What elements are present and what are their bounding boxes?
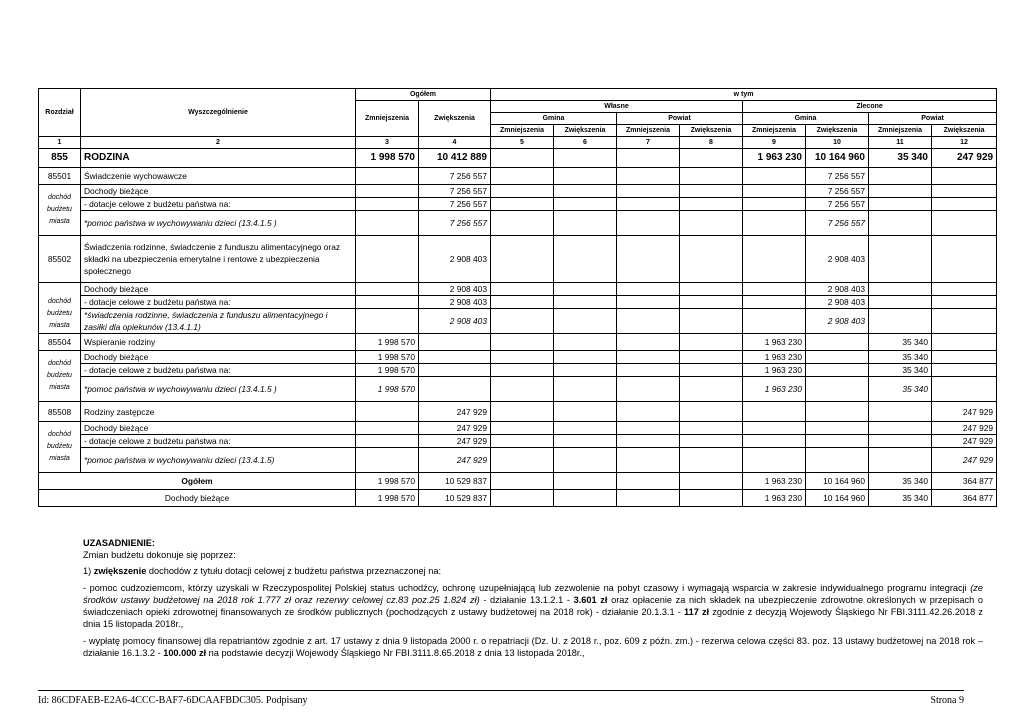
row-name: - dotacje celowe z budżetu państwa na: [81, 435, 356, 448]
cell-value: 1 963 230 [743, 473, 806, 490]
justification-paragraph-repatriates: - wypłatę pomocy finansowej dla repatriantów zgodnie z art. 17 ustawy z dnia 9 listopada 2000 r. o repatriacji (Dz. U. z 2018 r., poz. 609 z późn. zm.) - rezerwa celowa części 83. poz. 13 ustawy budżetowej na 2018 rok – działanie 16.1.3.2 - 100.000 zł na podstawie decyzji Wojewody Śląskiego Nr FBI.3111.8.65.2018 z dnia 13 listopada 2018r., [83, 636, 983, 658]
header-ogolem-zwiekszenia: Zwiększenia [419, 101, 491, 137]
cell-value: 1 963 230 [743, 490, 806, 507]
cell-value: 1 998 570 [356, 490, 419, 507]
cell-value: 2 908 403 [806, 283, 869, 296]
justification-title: UZASADNIENIE: [83, 538, 155, 548]
row-name: - dotacje celowe z budżetu państwa na: [81, 296, 356, 309]
table-row [39, 236, 997, 283]
row-name: Dochody bieżące [81, 422, 356, 435]
footer-divider [38, 690, 964, 691]
cell-value: 35 340 [869, 351, 932, 364]
cell-value: 35 340 [869, 149, 932, 168]
row-name: Dochody bieżące [81, 185, 356, 198]
table-row [39, 168, 997, 185]
cell-value: 247 929 [932, 149, 997, 168]
header-wlasne-powiat: Powiat [617, 113, 743, 125]
cell-value: 10 164 960 [806, 149, 869, 168]
col-number: 5 [491, 137, 554, 149]
table-row [39, 422, 997, 435]
cell-value: 364 877 [932, 473, 997, 490]
header-zmniejszenia: Zmniejszenia [491, 125, 554, 137]
row-name: *pomoc państwa w wychowywaniu dzieci (13.4.1.5 ) [81, 377, 356, 402]
cell-value: 2 908 403 [419, 283, 491, 296]
table-row [39, 185, 997, 198]
total-current-label: Dochody bieżące [39, 490, 356, 507]
header-zmniejszenia: Zmniejszenia [617, 125, 680, 137]
cell-value: 1 963 230 [743, 149, 806, 168]
justification-intro: Zmian budżetu dokonuje się poprzez: [83, 550, 236, 560]
row-name: - dotacje celowe z budżetu państwa na: [81, 364, 356, 377]
cell-value: 2 908 403 [419, 296, 491, 309]
table-row [39, 402, 997, 422]
document-id: Id: 86CDFAEB-E2A6-4CCC-BAF7-6DCAAFBDC305. Podpisany [38, 695, 308, 706]
header-zwiekszenia: Zwiększenia [806, 125, 869, 137]
cell-value: 2 908 403 [806, 296, 869, 309]
col-number: 4 [419, 137, 491, 149]
col-number: 10 [806, 137, 869, 149]
cell-value: 35 340 [869, 377, 932, 402]
cell-value: 7 256 557 [419, 185, 491, 198]
cell-value: 10 529 837 [419, 490, 491, 507]
cell-value: 10 164 960 [806, 473, 869, 490]
cell-value: 1 963 230 [743, 377, 806, 402]
table-row [39, 309, 997, 334]
header-zwiekszenia: Zwiększenia [680, 125, 743, 137]
header-zlecone-gmina: Gmina [743, 113, 869, 125]
cell-value: 2 908 403 [419, 309, 491, 334]
header-zlecone-powiat: Powiat [869, 113, 997, 125]
header-wlasne-gmina: Gmina [491, 113, 617, 125]
row-name: Dochody bieżące [81, 283, 356, 296]
header-w-tym: w tym [491, 89, 997, 101]
cell-value: 35 340 [869, 364, 932, 377]
cell-value: 7 256 557 [419, 168, 491, 185]
total-label: Ogółem [39, 473, 356, 490]
col-number: 2 [81, 137, 356, 149]
chapter-name: Wspieranie rodziny [81, 334, 356, 351]
header-wyszczegolnienie: Wyszczególnienie [81, 89, 356, 137]
table-row [39, 435, 997, 448]
cell-value: 7 256 557 [806, 168, 869, 185]
cell-value: 247 929 [419, 435, 491, 448]
cell-value: 247 929 [932, 448, 997, 473]
header-ogolem: Ogółem [356, 89, 491, 101]
source-label: dochód budżetu miasta [39, 422, 81, 473]
row-name: - dotacje celowe z budżetu państwa na: [81, 198, 356, 211]
cell-value: 247 929 [419, 448, 491, 473]
section-name: RODZINA [81, 149, 356, 168]
cell-value: 247 929 [932, 435, 997, 448]
chapter-name: Świadczenie wychowawcze [81, 168, 356, 185]
col-number: 7 [617, 137, 680, 149]
row-name: *pomoc państwa w wychowywaniu dzieci (13.4.1.5) [81, 448, 356, 473]
table-row [39, 351, 997, 364]
cell-value: 35 340 [869, 334, 932, 351]
cell-value: 7 256 557 [806, 185, 869, 198]
cell-value: 1 998 570 [356, 364, 419, 377]
table-row [39, 211, 997, 236]
section-code: 855 [39, 149, 81, 168]
budget-changes-table [38, 88, 997, 507]
cell-value: 2 908 403 [806, 309, 869, 334]
cell-value: 7 256 557 [806, 198, 869, 211]
justification-section [83, 537, 983, 664]
table-row [39, 473, 997, 490]
chapter-code: 85502 [39, 236, 81, 283]
col-number: 8 [680, 137, 743, 149]
row-name: *świadczenia rodzinne, świadczenia z funduszu alimentacyjnego i zasiłki dla opiekunów (13.4.1.1) [81, 309, 356, 334]
header-zmniejszenia: Zmniejszenia [743, 125, 806, 137]
cell-value: 7 256 557 [806, 211, 869, 236]
cell-value: 1 963 230 [743, 364, 806, 377]
page-number: Strona 9 [930, 695, 964, 706]
table-row [39, 364, 997, 377]
table-row [39, 448, 997, 473]
table-row [39, 283, 997, 296]
cell-value: 35 340 [869, 490, 932, 507]
chapter-name: Rodziny zastępcze [81, 402, 356, 422]
header-zwiekszenia: Zwiększenia [554, 125, 617, 137]
col-number: 6 [554, 137, 617, 149]
chapter-name: Świadczenia rodzinne, świadczenie z funduszu alimentacyjnego oraz składki na ubezpieczenia emerytalne i rentowe z ubezpieczenia społecznego [81, 236, 356, 283]
justification-paragraph-refugees: - pomoc cudzoziemcom, którzy uzyskali w Rzeczypospolitej Polskiej status uchodźcy, ochronę uzupełniającą lub zezwolenie na pobyt czasowy i wymagają wsparcia w zakresie indywidualnego programu integracji (ze środków ustawy budżetowej na 2018 rok 1.777 zł oraz rezerwy celowej cz.83 poz.25 1.824 zł) - działanie 13.1.2.1 - 3.601 zł oraz opłacenie za nich składek na ubezpieczenie zdrowotne określonych w przepisach o świadczeniach opieki zdrowotnej finansowanych ze środków publicznych (pochodzących z ustawy budżetowej na 2018 rok) - działanie 20.1.3.1 - 117 zł zgodnie z decyzją Wojewody Śląskiego Nr FBI.3111.42.26.2018 z dnia 15 listopada 2018r., [83, 583, 983, 629]
chapter-code: 85501 [39, 168, 81, 185]
header-zlecone: Zlecone [743, 101, 997, 113]
table-row [39, 490, 997, 507]
col-number: 1 [39, 137, 81, 149]
source-label: dochód budżetu miasta [39, 351, 81, 402]
cell-value: 1 998 570 [356, 377, 419, 402]
chapter-code: 85504 [39, 334, 81, 351]
header-ogolem-zmniejszenia: Zmniejszenia [356, 101, 419, 137]
table-row [39, 377, 997, 402]
col-number: 9 [743, 137, 806, 149]
col-number: 12 [932, 137, 997, 149]
source-label: dochód budżetu miasta [39, 185, 81, 236]
cell-value: 247 929 [419, 402, 491, 422]
cell-value: 10 164 960 [806, 490, 869, 507]
table-row [39, 296, 997, 309]
header-rozdzial: Rozdział [39, 89, 81, 137]
chapter-code: 85508 [39, 402, 81, 422]
row-name: Dochody bieżące [81, 351, 356, 364]
cell-value: 2 908 403 [806, 236, 869, 283]
cell-value: 10 529 837 [419, 473, 491, 490]
source-label: dochód budżetu miasta [39, 296, 81, 334]
cell-value: 2 908 403 [419, 236, 491, 283]
row-name: *pomoc państwa w wychowywaniu dzieci (13.4.1.5 ) [81, 211, 356, 236]
header-zmniejszenia: Zmniejszenia [869, 125, 932, 137]
cell-value: 1 998 570 [356, 473, 419, 490]
cell-value: 1 998 570 [356, 334, 419, 351]
col-number: 11 [869, 137, 932, 149]
cell-value: 7 256 557 [419, 198, 491, 211]
col-number: 3 [356, 137, 419, 149]
cell-value: 247 929 [932, 402, 997, 422]
cell-value: 1 963 230 [743, 351, 806, 364]
header-zwiekszenia: Zwiększenia [932, 125, 997, 137]
cell-value: 10 412 889 [419, 149, 491, 168]
table-row [39, 198, 997, 211]
table-row [39, 149, 997, 168]
cell-value: 7 256 557 [419, 211, 491, 236]
cell-value: 35 340 [869, 473, 932, 490]
header-wlasne: Własne [491, 101, 743, 113]
cell-value: 364 877 [932, 490, 997, 507]
cell-value: 247 929 [932, 422, 997, 435]
table-row [39, 334, 997, 351]
cell-value: 1 963 230 [743, 334, 806, 351]
cell-value: 1 998 570 [356, 351, 419, 364]
justification-point-1: 1) zwiększenie dochodów z tytułu dotacji celowej z budżetu państwa przeznaczonej na: [83, 566, 442, 576]
cell-value: 247 929 [419, 422, 491, 435]
cell-value: 1 998 570 [356, 149, 419, 168]
